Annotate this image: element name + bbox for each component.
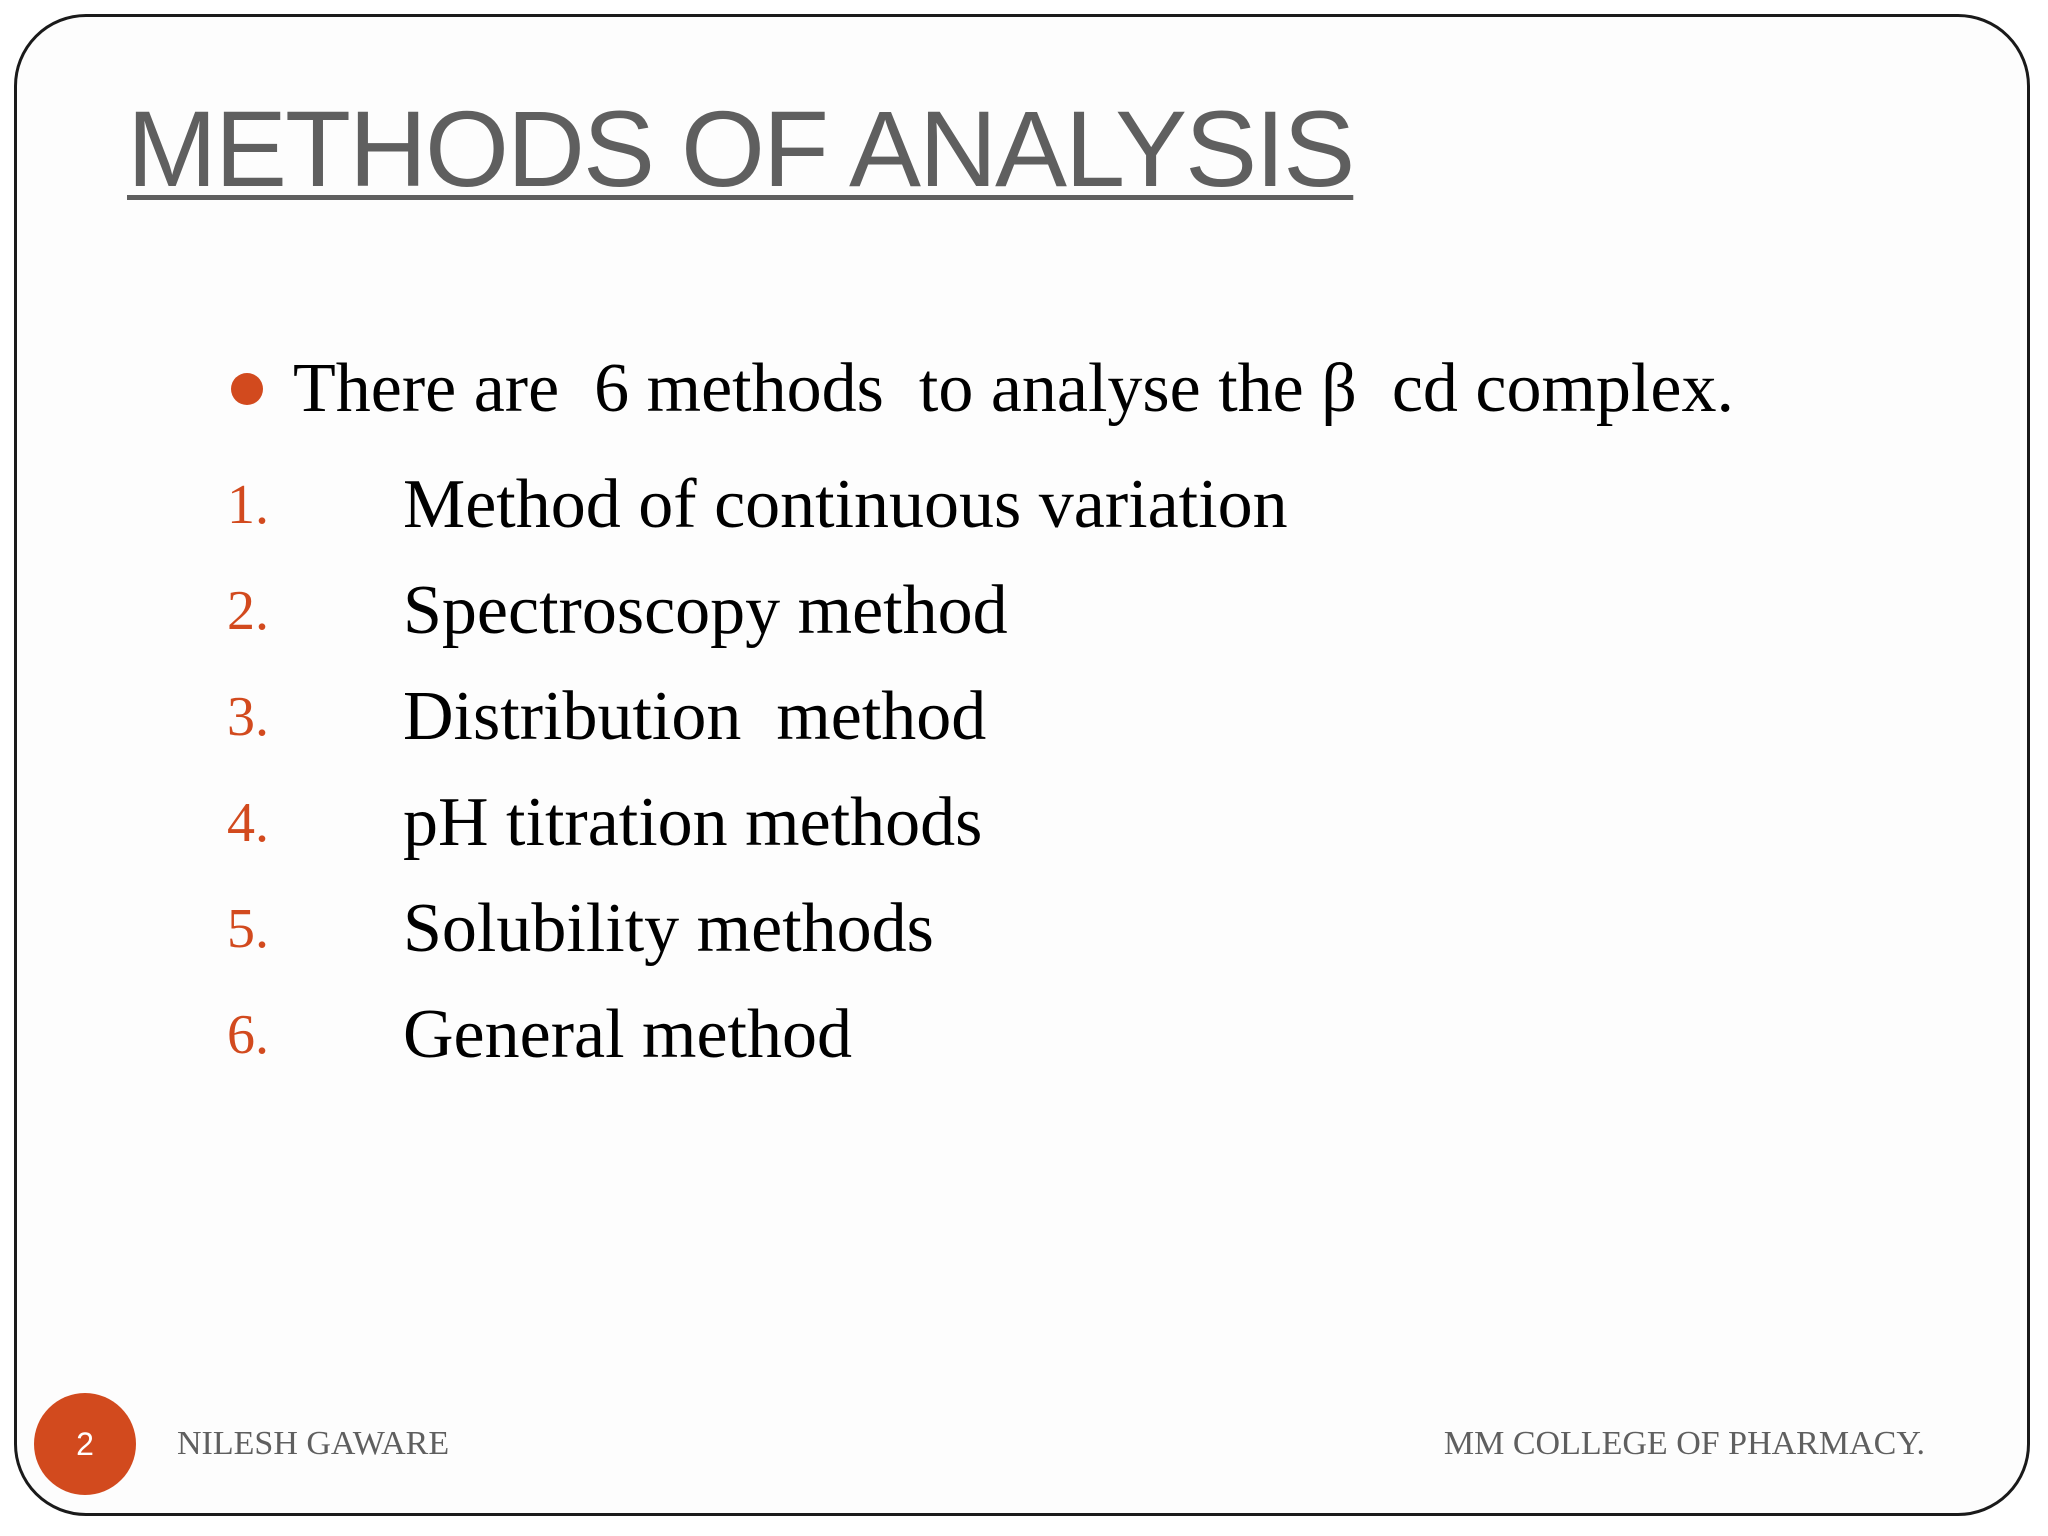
footer-college: MM COLLEGE OF PHARMACY.: [1443, 1425, 1925, 1462]
method-item: [227, 460, 1288, 550]
method-item: [227, 566, 1008, 656]
method-item: [227, 778, 982, 868]
method-text: Spectroscopy method: [403, 572, 1008, 649]
method-item: [227, 990, 852, 1080]
footer-author: NILESH GAWARE: [177, 1425, 450, 1462]
method-number: 1.: [227, 474, 269, 536]
method-text: Method of continuous variation: [403, 466, 1288, 543]
method-text: Solubility methods: [403, 890, 934, 967]
method-number: 4.: [227, 792, 269, 854]
method-number: 2.: [227, 580, 269, 642]
method-number: 5.: [227, 898, 269, 960]
method-text: pH titration methods: [403, 784, 983, 861]
method-item: [227, 884, 934, 974]
intro-bullet: [231, 349, 1734, 429]
slide: [14, 14, 2030, 1516]
bullet-dot-icon: [231, 373, 263, 405]
slide-title: METHODS OF ANALYSIS: [127, 88, 1354, 209]
intro-text: There are 6 methods to analyse the β cd complex.: [293, 350, 1734, 427]
page-number-badge: 2: [34, 1393, 136, 1495]
method-number: 6.: [227, 1004, 269, 1066]
method-text: Distribution method: [403, 678, 987, 755]
method-text: General method: [403, 996, 852, 1073]
method-item: [227, 672, 986, 762]
method-number: 3.: [227, 686, 269, 748]
